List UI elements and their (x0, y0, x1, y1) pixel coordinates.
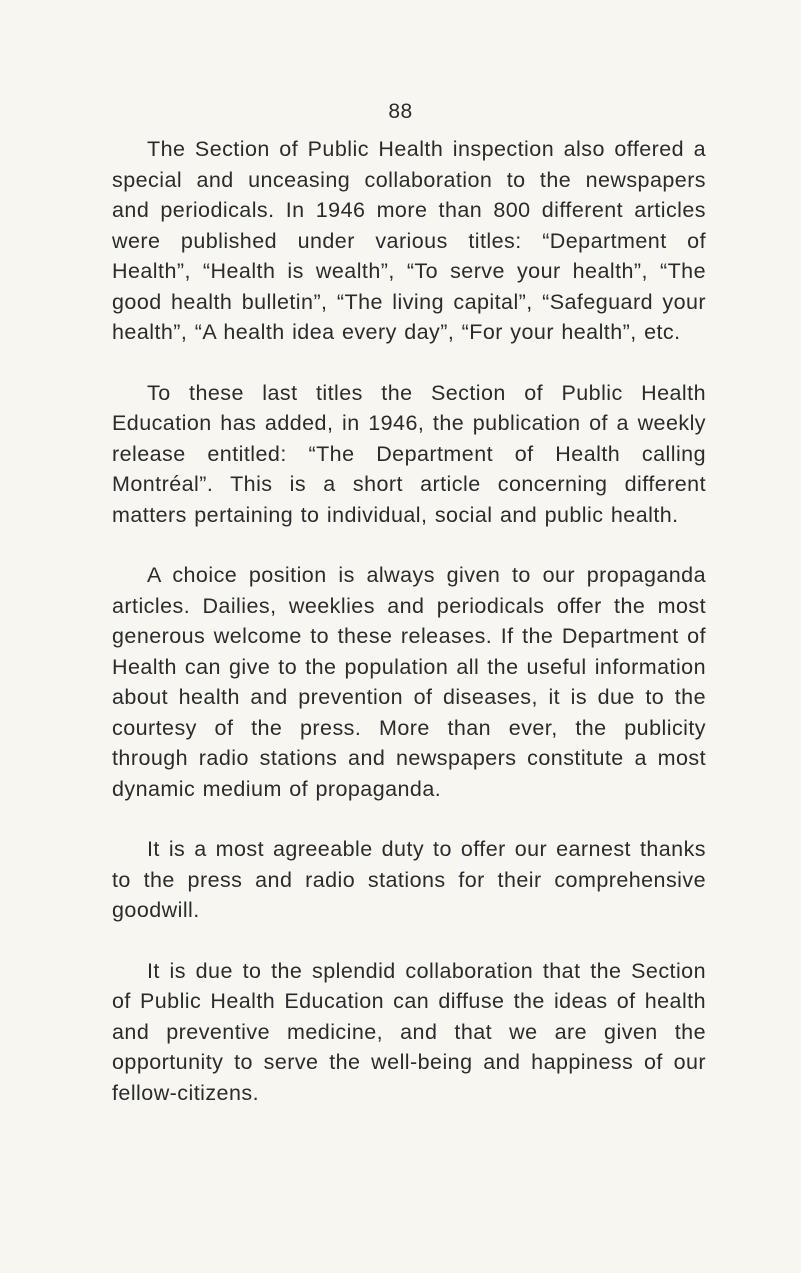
page-number: 88 (388, 100, 413, 123)
paragraph-newspaper-collaboration: The Section of Public Health inspection also offered a special and unceasing collaboration to the newspapers and periodicals. In 1946 more than 800 different articles were published under various titles: “Department of Health”, “Health is wealth”, “To serve your health”, “The good health bulletin”, “The living capital”, “Safeguard your health”, “A health idea every day”, “For your health”, etc. (112, 137, 706, 344)
paragraph-weekly-release: To these last titles the Section of Public Health Education has added, in 1946, the publication of a weekly release entitled: “The Department of Health calling Montréal”. This is a short article concerning different matters pertaining to individual, social and public health. (112, 380, 706, 527)
paragraph-thanks: It is a most agreeable duty to offer our earnest thanks to the press and radio stations for their comprehensive goodwill. (112, 837, 706, 922)
paragraph-conclusion: It is due to the splendid collaboration that the Section of Public Health Education can diffuse the ideas of health and preventive medicine, and that we are given the opportunity to serve the well-being and happiness of our fellow-citizens. (112, 958, 706, 1105)
body-text (112, 134, 706, 1108)
paragraph-propaganda-articles: A choice position is always given to our propaganda articles. Dailies, weeklies and periodicals offer the most generous welcome to these releases. If the Department of Health can give to the population all the useful information about health and prevention of diseases, it is due to the courtesy of the press. More than ever, the publicity through radio stations and newspapers constitute a most dynamic medium of propaganda. (112, 563, 706, 801)
